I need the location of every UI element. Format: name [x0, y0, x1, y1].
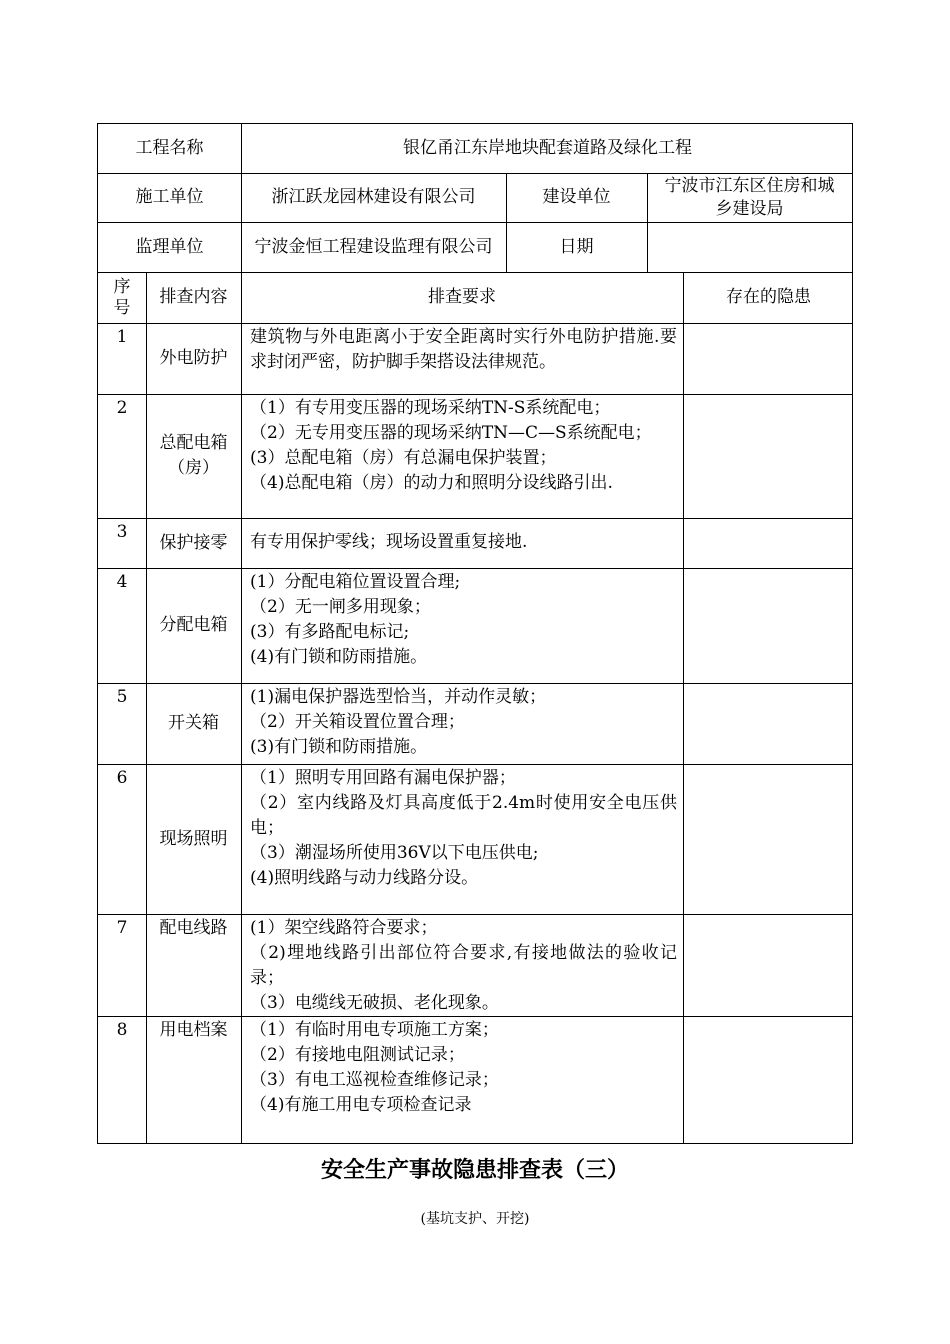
row-seq: 5 — [116, 687, 128, 707]
row-content: 开关箱 — [168, 713, 219, 733]
requirement-line: 建筑物与外电距离小于安全距离时实行外电防护措施.要求封闭严密，防护脚手架搭设法律规范。 — [250, 327, 677, 372]
requirement-line: （1）照明专用回路有漏电保护器； — [250, 768, 516, 788]
owner-unit-label: 建设单位 — [542, 187, 611, 207]
row-content: 外电防护 — [159, 348, 228, 368]
row-content: 配电线路 — [159, 918, 228, 938]
row-seq: 4 — [116, 572, 128, 592]
row-hazard — [683, 323, 854, 394]
requirement-line: （2）开关箱设置位置合理； — [250, 712, 465, 732]
supervisor-unit-value: 宁波金恒工程建设监理有限公司 — [254, 236, 493, 257]
requirement-line: (3）有多路配电标记; — [250, 622, 410, 642]
requirement-line: （2）有接地电阻测试记录； — [250, 1045, 465, 1065]
row-hazard — [683, 394, 854, 518]
inspection-table — [97, 123, 853, 1144]
row-hazard — [683, 518, 854, 568]
project-name-label: 工程名称 — [135, 138, 204, 158]
row-hazard — [683, 568, 854, 683]
row-content: 用电档案 — [159, 1020, 228, 1040]
requirement-line: （1）有专用变压器的现场采纳TN-S系统配电； — [250, 398, 611, 418]
row-content: 总配电箱（房） — [159, 433, 228, 478]
requirement-line: （1）有临时用电专项施工方案； — [250, 1020, 499, 1040]
row-requirement — [241, 518, 683, 568]
construction-unit-value: 浙江跃龙园林建设有限公司 — [271, 187, 476, 207]
row-seq: 1 — [116, 327, 128, 347]
row-hazard — [683, 1016, 854, 1143]
row-seq: 7 — [116, 918, 128, 938]
requirement-line: (1）分配电箱位置设置合理; — [250, 572, 461, 592]
requirement-line: （3）有电工巡视检查维修记录； — [250, 1070, 499, 1090]
col-requirement-header: 排查要求 — [428, 287, 496, 307]
row-content: 分配电箱 — [159, 615, 228, 635]
next-table-title: 安全生产事故隐患排查表（三） — [320, 1158, 629, 1183]
row-content: 保护接零 — [159, 532, 228, 553]
col-hazard-header: 存在的隐患 — [726, 287, 811, 307]
row-requirement — [241, 914, 683, 1016]
row-seq: 2 — [116, 398, 128, 418]
row-requirement — [241, 683, 683, 764]
requirement-line: （3）电缆线无破损、老化现象。 — [250, 993, 499, 1013]
row-requirement — [241, 1016, 683, 1143]
row-hazard — [683, 764, 854, 914]
requirement-line: (1）架空线路符合要求； — [250, 918, 438, 938]
col-content-header: 排查内容 — [159, 287, 228, 307]
requirement-line: （2）室内线路及灯具高度低于2.4m时使用安全电压供电； — [250, 793, 677, 838]
row-hazard — [683, 914, 854, 1016]
next-table-subtitle: (基坑支护、开挖) — [420, 1211, 530, 1227]
row-requirement — [241, 323, 683, 394]
requirement-line: （2）无一闸多用现象； — [250, 597, 431, 617]
row-seq: 8 — [116, 1020, 128, 1040]
owner-unit-value: 宁波市江东区住房和城乡建设局 — [664, 175, 835, 219]
requirement-line: 有专用保护零线；现场设置重复接地. — [250, 532, 528, 552]
supervisor-unit-label: 监理单位 — [135, 236, 204, 257]
row-requirement — [241, 568, 683, 683]
row-content: 现场照明 — [159, 828, 228, 849]
requirement-line: (3)有门锁和防雨措施。 — [250, 737, 428, 757]
requirement-line: （2）无专用变压器的现场采纳TN—C—S系统配电； — [250, 423, 652, 443]
row-hazard — [683, 683, 854, 764]
project-name-value: 银亿甬江东岸地块配套道路及绿化工程 — [403, 138, 692, 158]
requirement-line: (3）总配电箱（房）有总漏电保护装置； — [250, 448, 557, 468]
row-requirement — [241, 394, 683, 518]
requirement-line: (1)漏电保护器选型恰当，并动作灵敏； — [250, 687, 547, 707]
row-seq: 3 — [116, 522, 128, 542]
requirement-line: (4)有门锁和防雨措施。 — [250, 647, 428, 667]
date-label: 日期 — [559, 236, 594, 257]
requirement-line: （2)埋地线路引出部位符合要求,有接地做法的验收记录； — [250, 943, 677, 988]
date-value — [647, 222, 852, 272]
col-seq-header: 序号 — [113, 276, 131, 318]
row-requirement — [241, 764, 683, 914]
requirement-line: （3）潮湿场所使用36V以下电压供电; — [250, 843, 539, 863]
construction-unit-label: 施工单位 — [135, 187, 204, 207]
row-seq: 6 — [116, 768, 128, 788]
requirement-line: （4)总配电箱（房）的动力和照明分设线路引出. — [250, 473, 613, 493]
requirement-line: （4)有施工用电专项检查记录 — [250, 1095, 472, 1115]
requirement-line: (4)照明线路与动力线路分设。 — [250, 868, 479, 888]
